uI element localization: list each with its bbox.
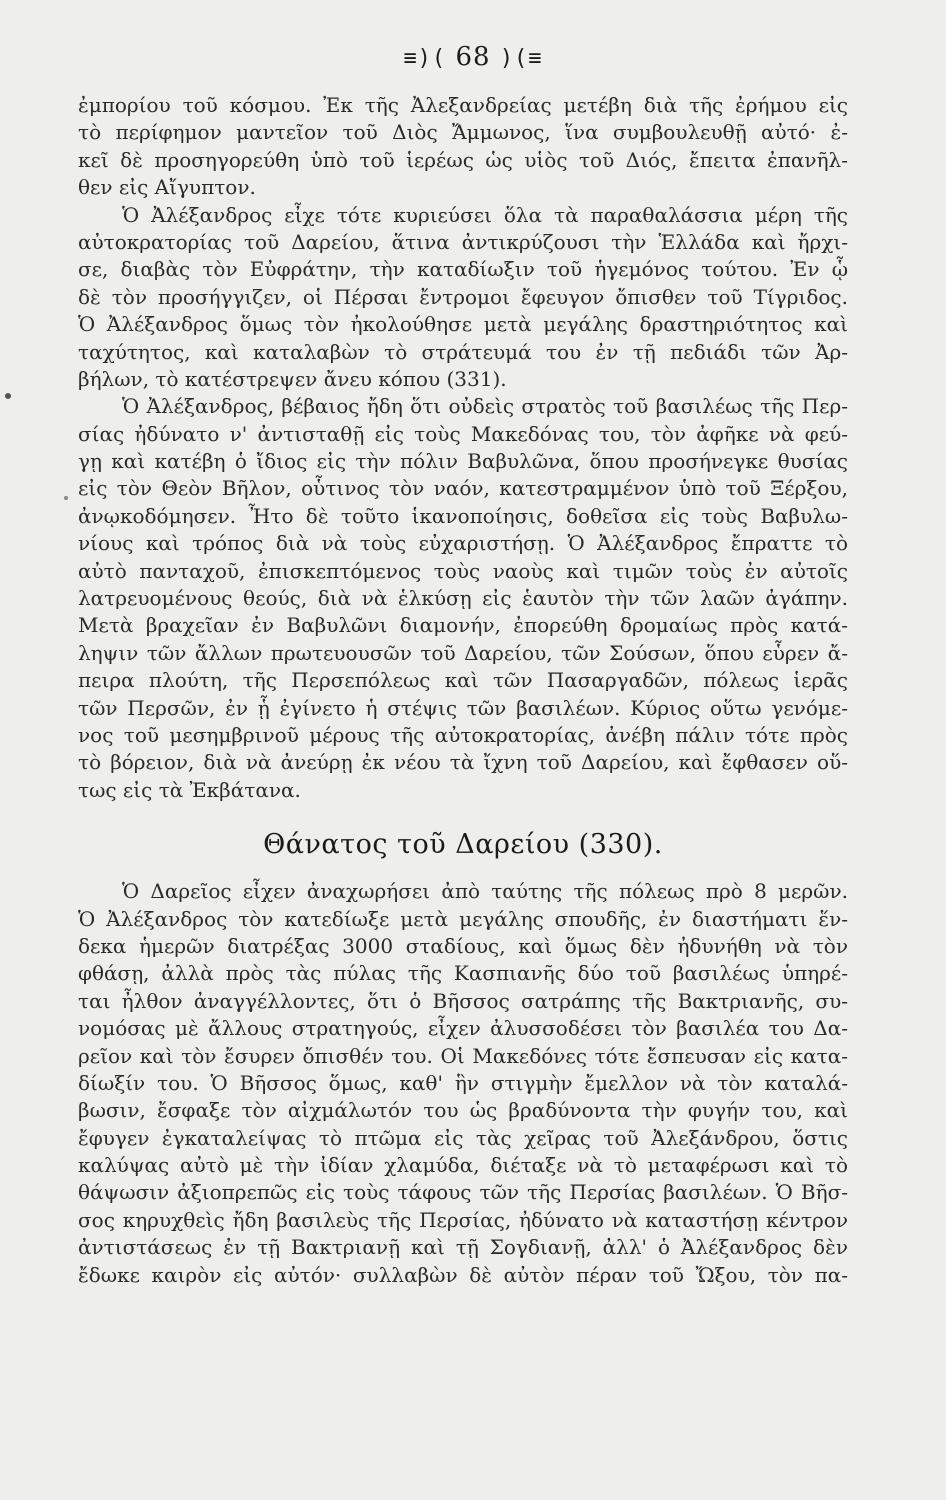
text-line: κεῖ δὲ προσηγορεύθη ὑπὸ τοῦ ἱερέως ὡς υἱὸς τοῦ Διός, ἔπειτα ἐπανῆλ-	[78, 147, 848, 172]
text-line: τὸ βόρειον, διὰ νὰ ἀνεύρῃ ἐκ νέου τὰ ἴχνη τοῦ Δαρείου, καὶ ἔφθασεν οὕ-	[78, 750, 848, 775]
paragraph-4	[78, 878, 848, 1289]
text-line: ται ἦλθον ἀναγγέλλοντες, ὅτι ὁ Βῆσσος σατράπης τῆς Βακτριανῆς, συ-	[78, 988, 848, 1013]
text-line: ἐμπορίου τοῦ κόσμου. Ἐκ τῆς Ἀλεξανδρείας μετέβη διὰ τῆς ἐρήμου εἰς	[78, 93, 848, 117]
text-line: Ὁ Ἀλέξανδρος τὸν κατεδίωξε μετὰ μεγάλης σπουδῆς, ἐν διαστήματι ἕν-	[78, 906, 848, 931]
text-line: θάψωσιν ἀξιοπρεπῶς εἰς τοὺς τάφους τῶν τῆς Περσίας βασιλέων. Ὁ Βῆσ-	[78, 1180, 848, 1205]
text-line: αὐτοκρατορίας τοῦ Δαρείου, ἅτινα ἀντικρύζουσι τὴν Ἑλλάδα καὶ ἤρχι-	[78, 229, 848, 254]
section-title: Θάνατος τοῦ Δαρείου (330).	[263, 829, 663, 861]
text-line: γῃ καὶ κατέβη ὁ ἴδιος εἰς τὴν πόλιν Βαβυλῶνα, ὅπου προσήνεγκε θυσίας	[78, 449, 848, 474]
text-line: ἔδωκε καιρὸν εἰς αὐτόν· συλλαβὼν δὲ αὐτὸν πέραν τοῦ Ὤξου, τὸν πα-	[78, 1262, 848, 1287]
text-line: αὐτὸ πανταχοῦ, ἐπισκεπτόμενος τοὺς ναοὺς καὶ τιμῶν τοὺς ἐν αὐτοῖς	[78, 558, 848, 583]
text-line: λατρευομένους θεούς, διὰ νὰ ἑλκύσῃ εἰς ἑαυτὸν τὴν τῶν λαῶν ἀγάπην.	[78, 586, 848, 611]
text-line: εἰς τὸν Θεὸν Βῆλον, οὗτινος τὸν ναόν, κατεστραμμένον ὑπὸ τοῦ Ξέρξου,	[78, 476, 848, 501]
binding-hole-mark	[64, 496, 68, 500]
right-ornament: )(≡	[499, 46, 543, 71]
paragraph-3	[78, 393, 848, 804]
text-line: σίας ἠδύνατο ν' ἀντισταθῇ εἰς τοὺς Μακεδόνας του, τὸν ἀφῆκε νὰ φεύ-	[78, 421, 848, 446]
left-ornament: ≡)(	[403, 46, 447, 71]
text-line: Ὁ Ἀλέξανδρος, βέβαιος ἤδη ὅτι οὐδεὶς στρατὸς τοῦ βασιλέως τῆς Περ-	[122, 394, 848, 419]
text-line: δίωξίν του. Ὁ Βῆσσος ὅμως, καθ' ἣν στιγμὴν ἔμελλον νὰ τὸν καταλά-	[78, 1070, 848, 1095]
text-line: τὸ περίφημον μαντεῖον τοῦ Διὸς Ἄμμωνος, ἵνα συμβουλευθῇ αὐτό· ἐ-	[78, 120, 848, 145]
text-line: ἔφυγεν ἐγκαταλείψας τὸ πτῶμα εἰς τὰς χεῖρας τοῦ Ἀλεξάνδρου, ὅστις	[78, 1125, 848, 1150]
text-line: νομόσας μὲ ἄλλους στρατηγούς, εἶχεν ἀλυσσοδέσει τὸν βασιλέα του Δα-	[78, 1016, 848, 1041]
text-line: βήλων, τὸ κατέστρεψεν ἄνευ κόπου (331).	[78, 366, 507, 391]
text-line: Μετὰ βραχεῖαν ἐν Βαβυλῶνι διαμονήν, ἐπορεύθη δρομαίως πρὸς κατά-	[78, 613, 848, 638]
text-line: Ὁ Δαρεῖος εἶχεν ἀναχωρήσει ἀπὸ ταύτης τῆς πόλεως πρὸ 8 μερῶν.	[122, 879, 848, 904]
text-line: θεν εἰς Αἴγυπτον.	[78, 175, 256, 200]
text-line: σε, διαβὰς τὸν Εὐφράτην, τὴν καταδίωξιν τοῦ ἡγεμόνος τούτου. Ἐν ᾧ	[78, 257, 848, 282]
text-line: Ὁ Ἀλέξανδρος ὅμως τὸν ἠκολούθησε μετὰ μεγάλης δραστηριότητος καὶ	[78, 312, 848, 337]
text-line: ἀντιστάσεως ἐν τῇ Βακτριανῇ καὶ τῇ Σογδιανῇ, ἀλλ' ὁ Ἀλέξανδρος δὲν	[78, 1235, 848, 1260]
text-line: βωσιν, ἔσφαξε τὸν αἰχμάλωτόν του ὡς βραδύνοντα τὴν φυγήν του, καὶ	[78, 1098, 848, 1123]
paragraph-1	[78, 92, 848, 202]
text-line: σος κηρυχθεὶς ἤδη βασιλεὺς τῆς Περσίας, ἠδύνατο νὰ καταστήσῃ κέντρον	[78, 1207, 848, 1232]
text-line: ταχύτητος, καὶ καταλαβὼν τὸ στράτευμά του ἐν τῇ πεδιάδι τῶν Ἀρ-	[78, 339, 848, 364]
paragraph-2	[78, 202, 848, 394]
text-line: τως εἰς τὰ Ἐκβάτανα.	[78, 777, 301, 802]
text-line: καλύψας αὐτὸ μὲ τὴν ἰδίαν χλαμύδα, διέταξε νὰ τὸ μεταφέρωσι καὶ τὸ	[78, 1153, 848, 1178]
text-line: νίους καὶ τρόπος διὰ νὰ τοὺς εὐχαριστήσῃ. Ὁ Ἀλέξανδρος ἔπραττε τὸ	[78, 531, 848, 556]
text-line: Ὁ Ἀλέξανδρος εἶχε τότε κυριεύσει ὅλα τὰ παραθαλάσσια μέρη τῆς	[122, 202, 848, 227]
text-line: ληψιν τῶν ἄλλων πρωτευουσῶν τοῦ Δαρείου, τῶν Σούσων, ὅπου εὗρεν ἄ-	[78, 640, 848, 665]
text-line: τῶν Περσῶν, ἐν ᾗ ἐγίνετο ἡ στέψις τῶν βασιλέων. Κύριος οὕτω γενόμε-	[78, 695, 848, 720]
text-line: δεκα ἡμερῶν διατρέξας 3000 σταδίους, καὶ ὅμως δὲν ἠδυνήθη νὰ τὸν	[78, 933, 848, 958]
text-line: φθάσῃ, ἀλλὰ πρὸς τὰς πύλας τῆς Κασπιανῆς δύο τοῦ βασιλέως ὑπηρέ-	[78, 961, 848, 986]
text-line: πειρα πλούτη, τῆς Περσεπόλεως καὶ τῶν Πασαργαδῶν, πόλεως ἱερᾶς	[78, 668, 848, 693]
text-line: ἀνῳκοδόμησεν. Ἦτο δὲ τοῦτο ἱκανοποίησις, δοθεῖσα εἰς τοὺς Βαβυλω-	[78, 503, 848, 528]
page-body	[78, 92, 848, 1289]
page-header	[0, 42, 946, 72]
text-line: νος τοῦ μεσημβρινοῦ μέρους τῆς αὐτοκρατορίας, ἀνέβη πάλιν τότε πρὸς	[78, 722, 848, 747]
binding-hole-mark	[5, 393, 11, 399]
page-number: 68	[455, 42, 491, 72]
text-line: δὲ τὸν προσήγγιζεν, οἱ Πέρσαι ἔντρομοι ἔφευγον ὄπισθεν τοῦ Τίγριδος.	[78, 284, 848, 309]
text-line: ρεῖον καὶ τὸν ἔσυρεν ὄπισθέν του. Οἱ Μακεδόνες τότε ἔσπευσαν εἰς κατα-	[78, 1043, 848, 1068]
